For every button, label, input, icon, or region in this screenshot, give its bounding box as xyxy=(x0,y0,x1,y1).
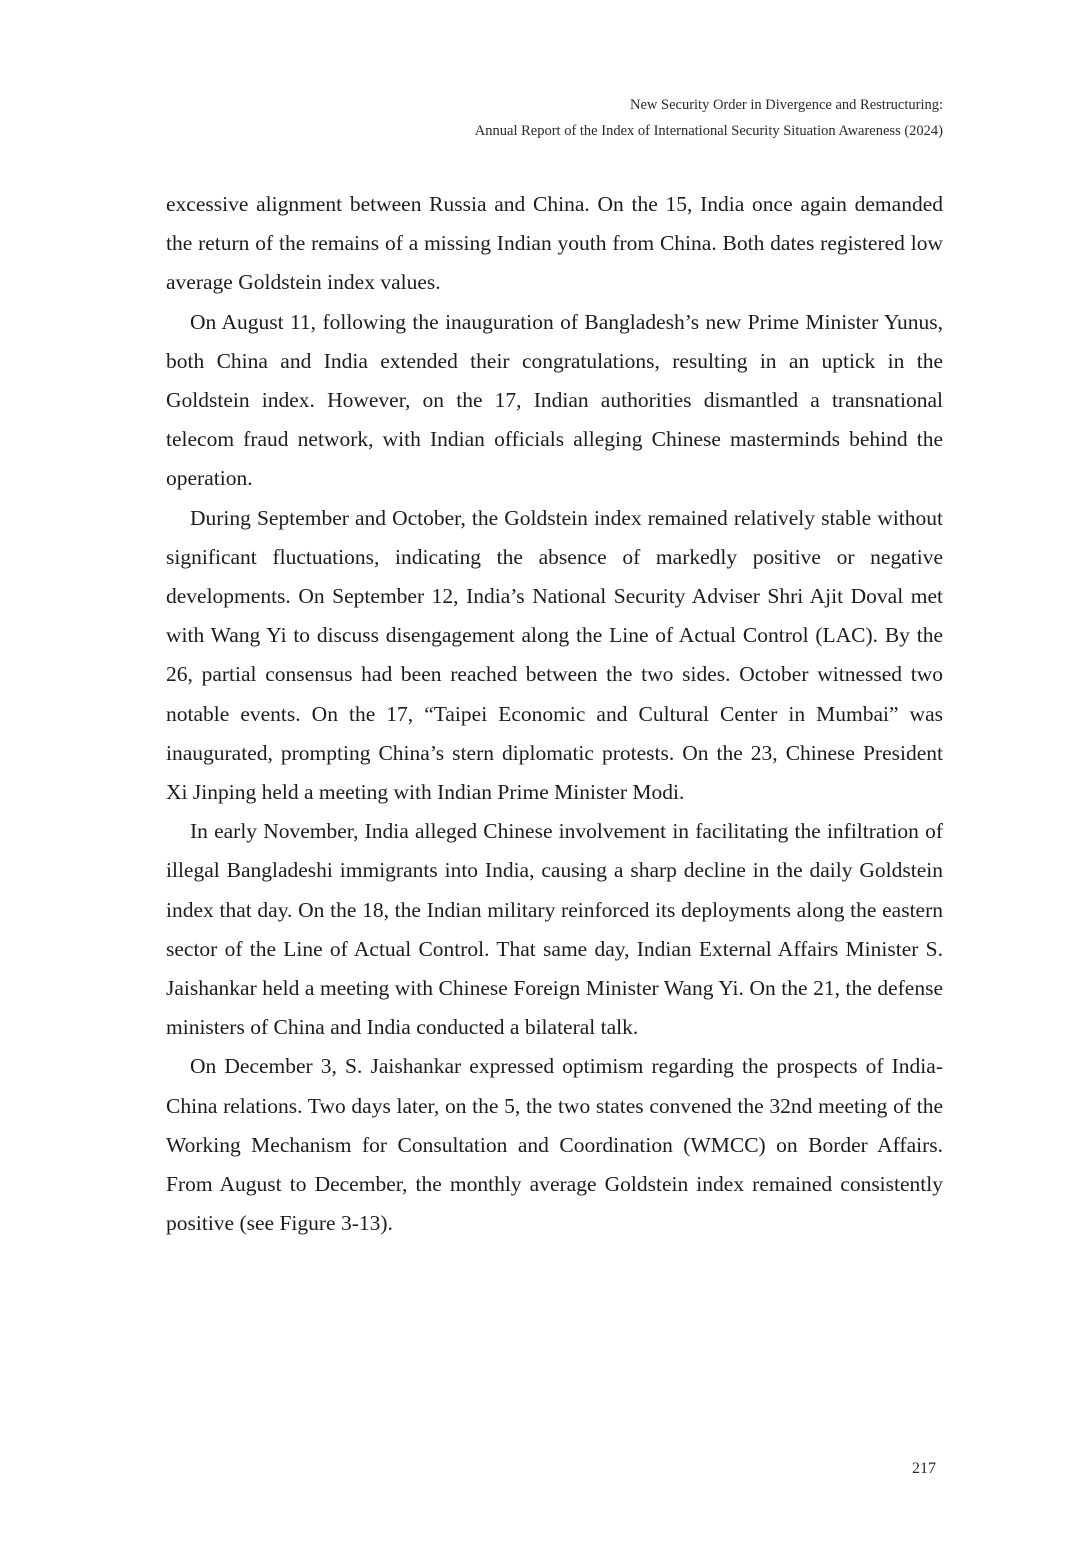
paragraph-november: In early November, India alleged Chinese involvement in facilitating the infiltration of illegal Bangladeshi immigrants into India, causing a sharp decline in the daily Goldstein index that day. On the 18, the Indian military reinforced its deployments along the eastern sector of the Line of Actual Control. That same day, Indian External Affairs Minister S. Jaishankar held a meeting with Chinese Foreign Minister Wang Yi. On the 21, the defense ministers of China and India conducted a bilateral talk. xyxy=(166,819,943,1040)
body-text xyxy=(166,185,943,1243)
header-subtitle-line: Annual Report of the Index of International Security Situation Awareness (2024) xyxy=(474,123,943,139)
paragraph-august: On August 11, following the inauguration of Bangladesh’s new Prime Minister Yunus, both China and India extended their congratulations, resulting in an uptick in the Goldstein index. However, on the 17, Indian authorities dismantled a transnational telecom fraud network, with Indian officials alleging Chinese masterminds behind the operation. xyxy=(166,309,943,491)
header-title-line: New Security Order in Divergence and Restructuring: xyxy=(630,97,943,113)
paragraph-december: On December 3, S. Jaishankar expressed optimism regarding the prospects of India-China relations. Two days later, on the 5, the two states convened the 32nd meeting of the Working Mechanism for Consultation and Coordination (WMCC) on Border Affairs. From August to December, the monthly average Goldstein index remained consistently positive (see Figure 3-13). xyxy=(166,1054,943,1236)
paragraph-continuation: excessive alignment between Russia and China. On the 15, India once again demanded the return of the remains of a missing Indian youth from China. Both dates registered low average Goldstein index values. xyxy=(166,192,943,295)
paragraph-september-october: During September and October, the Goldstein index remained relatively stable without significant fluctuations, indicating the absence of markedly positive or negative developments. On September 12, India’s National Security Adviser Shri Ajit Doval met with Wang Yi to discuss disengagement along the Line of Actual Control (LAC). By the 26, partial consensus had been reached between the two sides. October witnessed two notable events. On the 17, “Taipei Economic and Cultural Center in Mumbai” was inaugurated, prompting China’s stern diplomatic protests. On the 23, Chinese President Xi Jinping held a meeting with Indian Prime Minister Modi. xyxy=(166,505,943,805)
running-header xyxy=(475,92,943,144)
page-number: 217 xyxy=(912,1460,936,1477)
